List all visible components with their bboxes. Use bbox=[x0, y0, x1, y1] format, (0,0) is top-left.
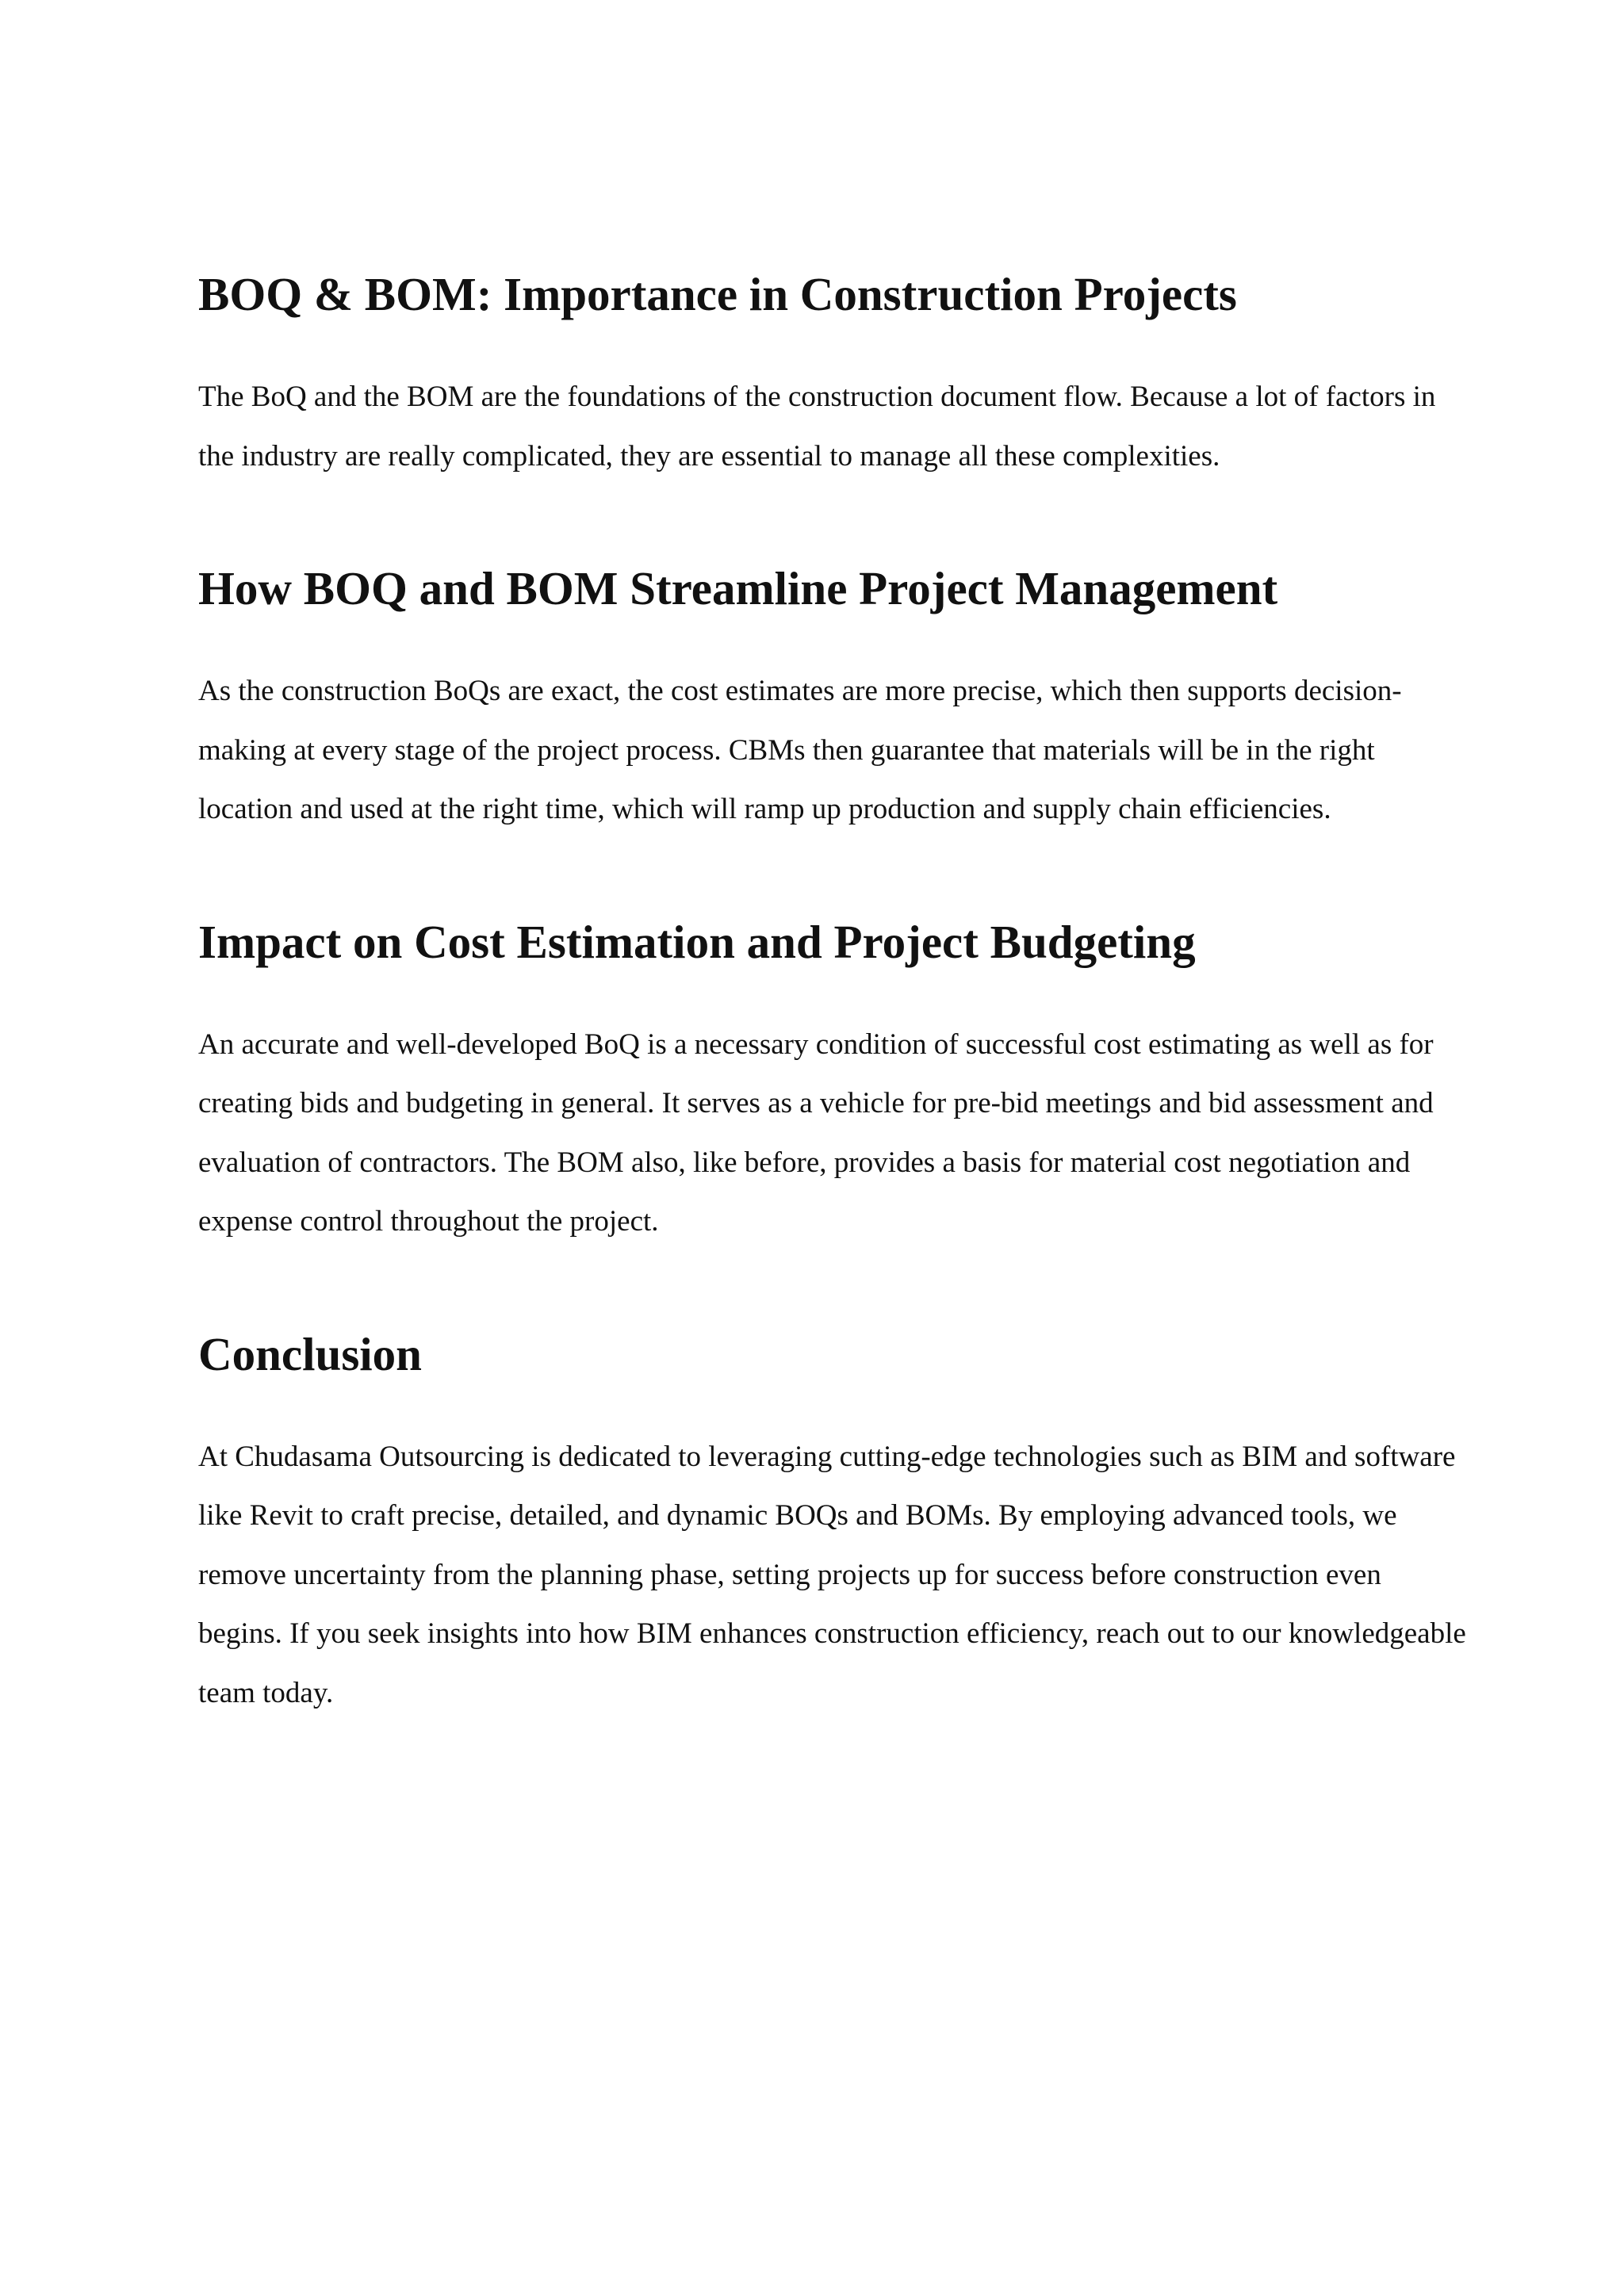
section-heading-streamline-project-management: How BOQ and BOM Streamline Project Management bbox=[198, 562, 1278, 614]
section-heading-cost-estimation-budgeting: Impact on Cost Estimation and Project Budgeting bbox=[198, 915, 1196, 968]
section-body-cost-estimation-budgeting: An accurate and well-developed BoQ is a necessary condition of successful cost estimating as well as for creating bids and budgeting in general. It serves as a vehicle for pre-bid meetings and bid assessment and evaluation of contractors. The BOM also, like before, provides a basis for material cost negotiation and expense control throughout the project. bbox=[198, 1027, 1434, 1238]
document-page bbox=[198, 263, 1467, 1723]
section-heading-boq-bom-importance: BOQ & BOM: Importance in Construction Projects bbox=[198, 268, 1237, 320]
section-heading-conclusion: Conclusion bbox=[198, 1327, 422, 1380]
section-body-conclusion: At Chudasama Outsourcing is dedicated to leveraging cutting-edge technologies such as BIM and software like Revit to craft precise, detailed, and dynamic BOQs and BOMs. By employing advanced tools, we remove uncertainty from the planning phase, setting projects up for success before construction even begins. If you seek insights into how BIM enhances construction efficiency, reach out to our knowledgeable team today. bbox=[198, 1440, 1466, 1709]
section-body-streamline-project-management: As the construction BoQs are exact, the cost estimates are more precise, which then supports decision-making at every stage of the project process. CBMs then guarantee that materials will be in the right location and used at the right time, which will ramp up production and supply chain efficiencies. bbox=[198, 675, 1402, 825]
section-body-boq-bom-importance: The BoQ and the BOM are the foundations of the construction document flow. Because a lot of factors in the industry are really complicated, they are essential to manage all these complexities. bbox=[198, 381, 1436, 473]
